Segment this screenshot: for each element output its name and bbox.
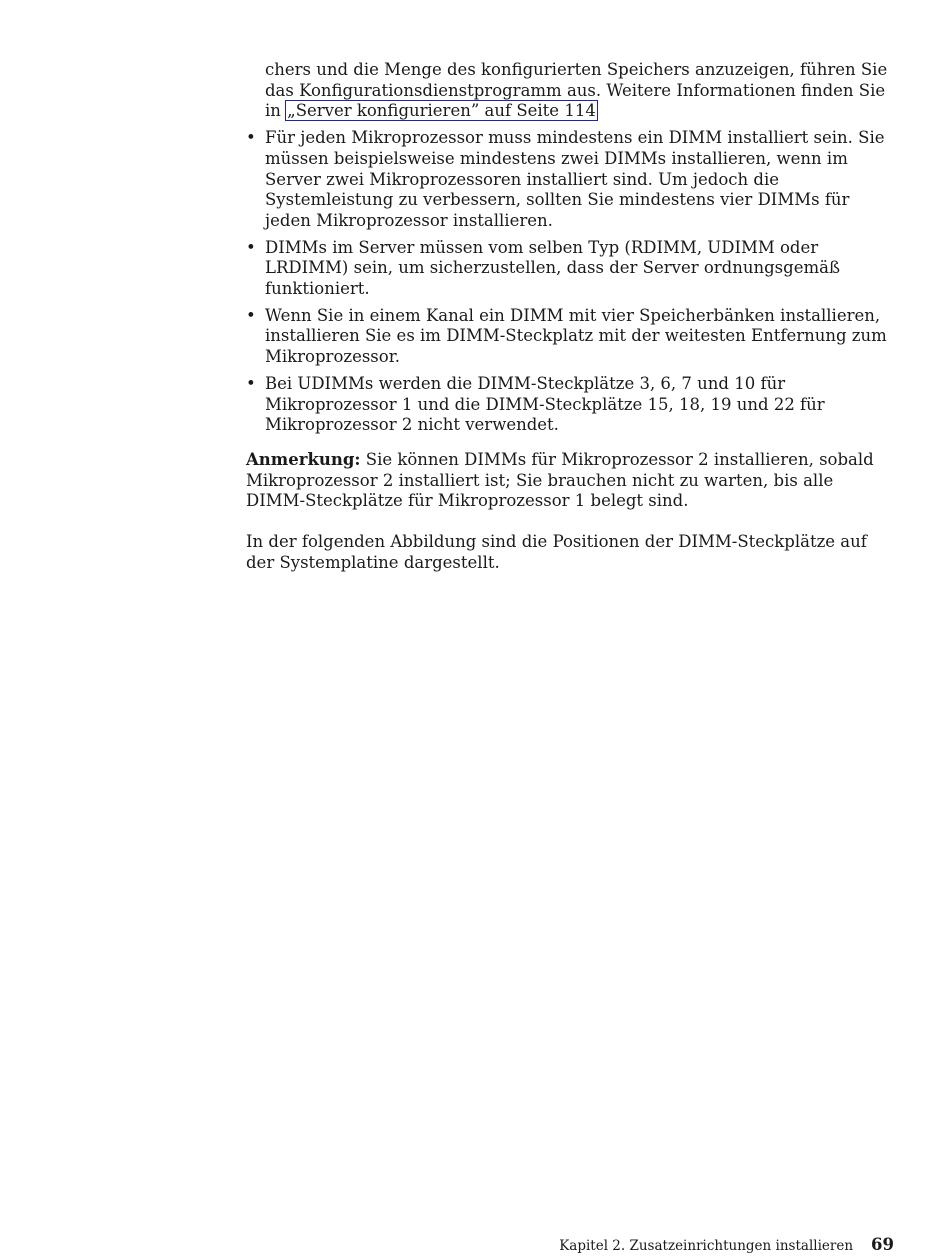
list-item-text: Bei UDIMMs werden die DIMM-Steckplätze 3, 6, 7 und 10 für Mikroprozessor 1 und die DIMM-Steckplätze 15, 18, 19 und 22 für Mikroprozessor 2 nicht verwendet. <box>265 373 825 435</box>
bullet-icon: • <box>246 305 256 325</box>
list-item-text: DIMMs im Server müssen vom selben Typ (RDIMM, UDIMM oder LRDIMM) sein, um sicherzustellen, dass der Server ordnungsgemäß funktioniert. <box>265 237 840 299</box>
note-text: Sie können DIMMs für Mikroprozessor 2 installieren, sobald Mikroprozessor 2 installiert ist; Sie brauchen nicht zu warten, bis alle DIMM-Steckplätze für Mikroprozessor 1 belegt sind. <box>246 449 874 511</box>
bullet-list <box>246 128 894 436</box>
list-item-text: Wenn Sie in einem Kanal ein DIMM mit vier Speicherbänken installieren, installieren Sie es im DIMM-Steckplatz mit der weitesten Entfernung zum Mikroprozessor. <box>265 305 887 367</box>
bullet-icon: • <box>246 128 256 148</box>
list-item <box>246 374 894 436</box>
list-item <box>246 128 894 232</box>
body-paragraph: In der folgenden Abbildung sind die Positionen der DIMM-Steckplätze auf der Systemplatine dargestellt. <box>246 532 867 572</box>
bullet-icon: • <box>246 237 256 257</box>
note-paragraph <box>246 450 894 512</box>
list-item <box>246 238 894 300</box>
list-item <box>246 306 894 368</box>
page-footer <box>559 1235 894 1254</box>
continuation-text: chers und die Menge des konfigurierten Speichers anzuzeigen, führen Sie das Konfigurationsdienstprogramm aus. Weitere Informationen finden Sie in <box>265 60 888 121</box>
continuation-paragraph <box>265 60 894 122</box>
bullet-icon: • <box>246 373 256 393</box>
server-configure-link[interactable]: „Server konfigurieren” auf Seite 114 <box>287 101 596 121</box>
page-number: 69 <box>871 1235 894 1254</box>
list-item-text: Für jeden Mikroprozessor muss mindestens ein DIMM installiert sein. Sie müssen beispielsweise mindestens zwei DIMMs installieren, wenn im Server zwei Mikroprozessoren installiert sind. Um jedoch die Systemleistung zu verbessern, sollten Sie mindestens vier DIMMs für jeden Mikroprozessor installieren. <box>265 128 885 230</box>
page-content <box>246 60 894 573</box>
note-label: Anmerkung: <box>246 449 361 469</box>
footer-chapter-title: Kapitel 2. Zusatzeinrichtungen installieren <box>559 1238 854 1254</box>
